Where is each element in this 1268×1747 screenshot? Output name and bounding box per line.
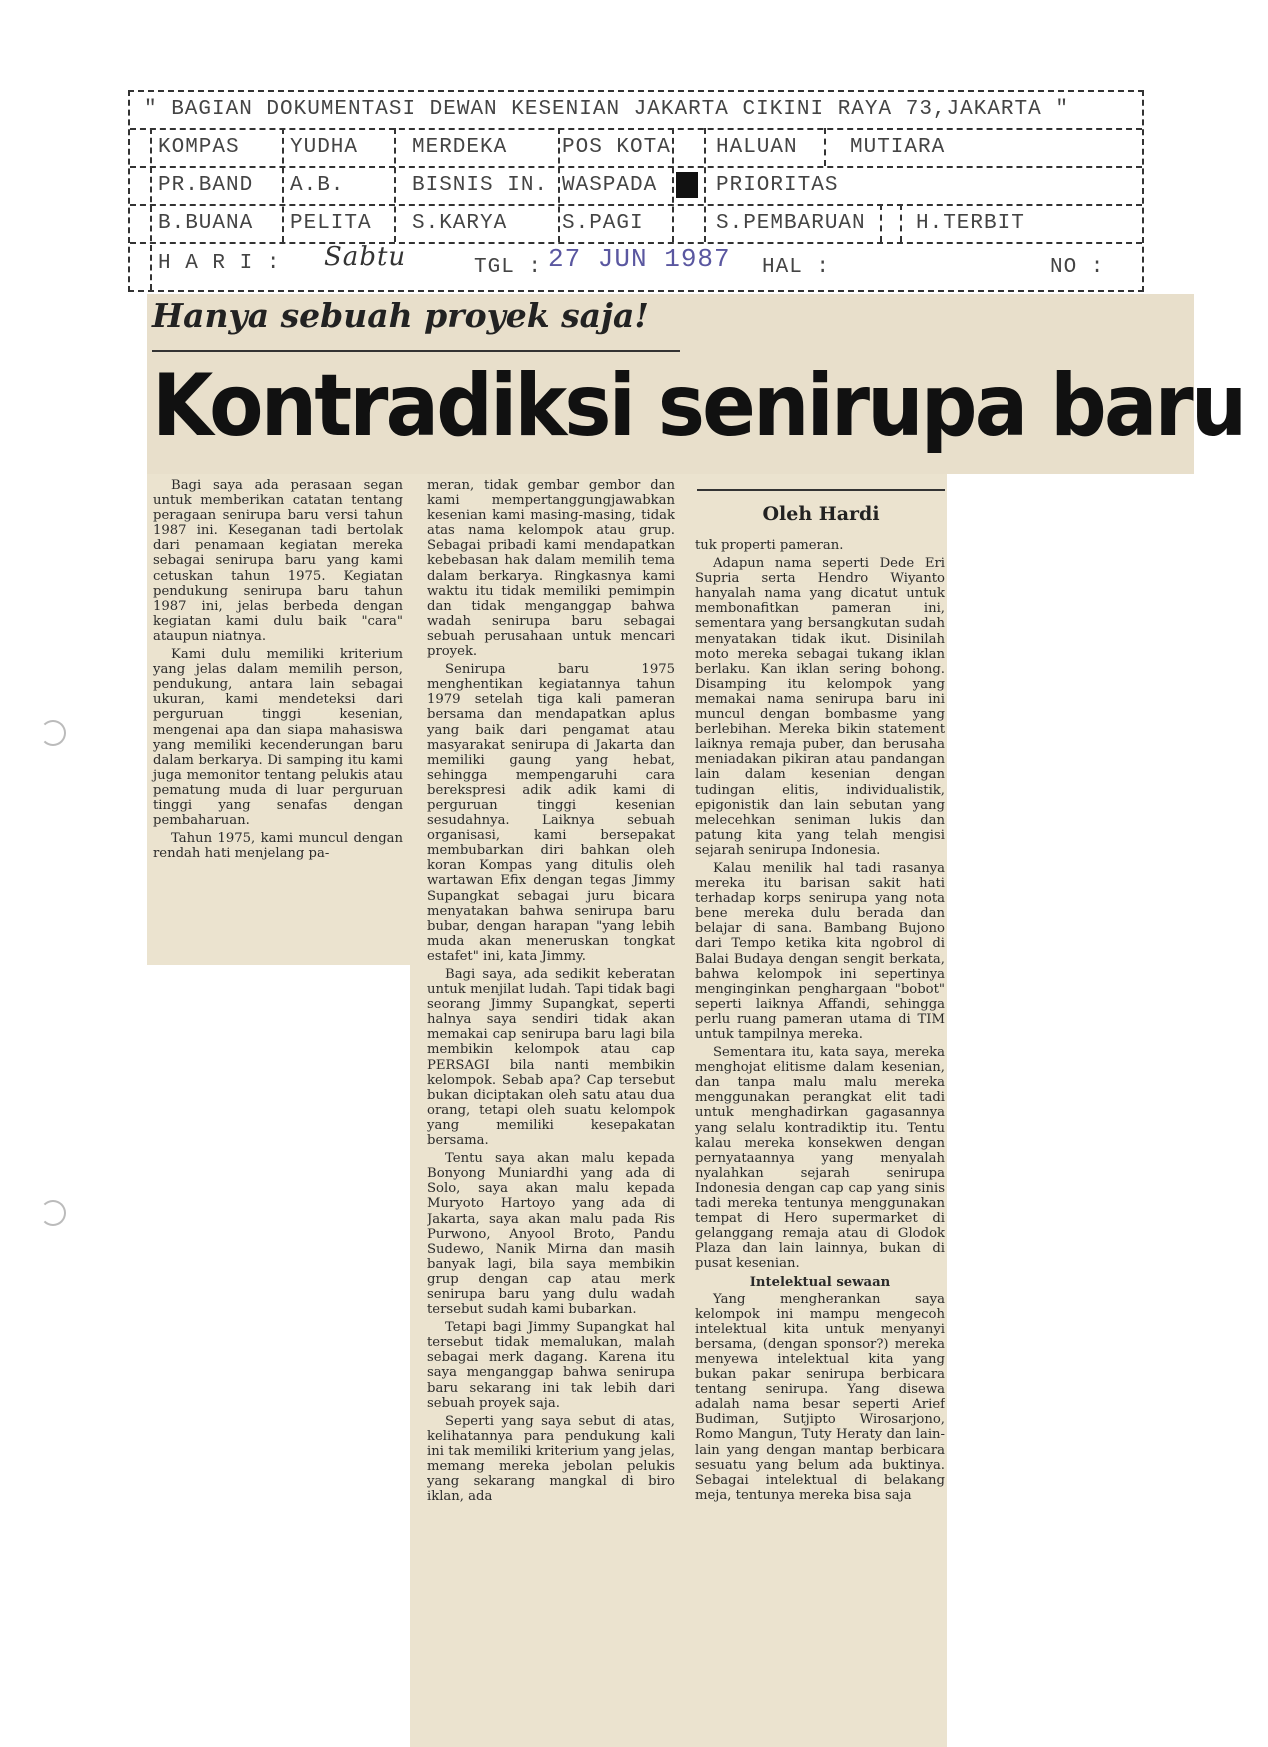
stamp-cell: H.TERBIT (916, 212, 1025, 235)
stamp-title: " BAGIAN DOKUMENTASI DEWAN KESENIAN JAKARTA CIKINI RAYA 73,JAKARTA " (144, 98, 1069, 121)
paragraph: Kalau menilik hal tadi rasanya mereka itu barisan sakit hati terhadap korps senirupa yang nota bene mereka dulu berada dan belajar di sana. Bambang Bujono dari Tempo ketika kita ngobrol di Balai Budaya dengan sengit berkata, bahwa kelompok ini sepertinya menginginkan penghargaan "bobot" seperti laiknya Affandi, sehingga perlu ruang pameran utama di TIM untuk tampilnya mereka. (695, 860, 945, 1042)
byline-rule (697, 489, 945, 491)
punch-hole (40, 720, 66, 746)
paragraph: Seperti yang saya sebut di atas, kelihatannya para pendukung kali ini tak memiliki kriterium yang jelas, memang mereka jebolan pelukis yang sekarang mangkal di biro iklan, ada (427, 1413, 675, 1505)
article-headline: Kontradiksi senirupa baru (152, 356, 1245, 456)
paragraph: Sementara itu, kata saya, mereka menghojat elitisme dalam kesenian, dan tanpa malu malu mereka menggunakan perangkat elit tadi untuk menghadirkan gagasannya yang selalu kontradiktip itu. Tentu kalau mereka konsekwen dengan pernyataannya yang menyalah nyalahkan sejarah senirupa Indonesia dengan cap cap yang sinis tadi mereka tentunya menggunakan tempat di Hero supermarket di gelanggang remaja atau di Glodok Plaza dan lain lainnya, bukan di pusat kesenian. (695, 1045, 945, 1272)
paragraph: Adapun nama seperti Dede Eri Supria serta Hendro Wiyanto hanyalah nama yang dicatut untuk membonafitkan pameran ini, sementara yang bersangkutan sudah menyatakan tidak ikut. Disinilah moto mereka sebagai tukang iklan berlaku. Kan iklan sering bohong. Disamping itu kelompok yang memakai nama senirupa baru ini muncul dengan bombasme yang berlebihan. Mereka bikin statement laiknya remaja puber, dan berusaha meniadakan pikiran atau pandangan lain dalam kesenian dengan tudingan elitis, individualistik, epigonistik dan lain sebutan yang melecehkan seniman lukis dan patung kita yang telah mengisi sejarah senirupa Indonesia. (695, 556, 945, 858)
stamp-cell: S.PAGI (562, 212, 644, 235)
punch-hole (40, 1200, 66, 1226)
paragraph: Tentu saya akan malu kepada Bonyong Muniardhi yang ada di Solo, saya akan malu kepada Muryoto Hartoyo yang ada di Jakarta, saya akan malu pada Ris Purwono, Anyool Broto, Pandu Sudewo, Nanik Mirna dan masih banyak lagi, bila saya membikin grup dengan cap atau merk senirupa baru yang dulu wadah tersebut sudah kami bubarkan. (427, 1151, 675, 1318)
stamp-cell: B.BUANA (158, 212, 254, 235)
archive-stamp (128, 90, 1144, 292)
article-kicker: Hanya sebuah proyek saja! (152, 296, 649, 335)
article-column-1 (153, 478, 403, 864)
stamp-cell: WASPADA (562, 174, 658, 197)
no-label: NO : (1050, 256, 1105, 279)
paragraph: tuk properti pameran. (695, 538, 844, 553)
hari-value: Sabtu (324, 242, 407, 272)
article-column-2 (427, 478, 675, 1747)
stamp-cell: PR.BAND (158, 174, 254, 197)
paragraph: Tahun 1975, kami muncul dengan rendah hati menjelang pa- (153, 831, 403, 862)
stamp-cell: PRIORITAS (716, 174, 839, 197)
article-byline: Oleh Hardi (762, 503, 880, 525)
tgl-label: TGL : (474, 256, 543, 279)
stamp-cell: MERDEKA (412, 136, 508, 159)
stamp-cell: POS KOTA (562, 136, 671, 159)
article-subheading: Intelektual sewaan (749, 1274, 891, 1290)
stamp-cell: MUTIARA (850, 136, 946, 159)
hal-label: HAL : (762, 256, 831, 279)
hari-label: H A R I : (158, 252, 281, 275)
tgl-value: 27 JUN 1987 (548, 244, 731, 274)
paragraph: Tetapi bagi Jimmy Supangkat hal tersebut tidak memalukan, malah sebagai merk dagang. Karena itu saya menganggap bahwa senirupa baru sekarang ini tak lebih dari sebuah proyek saja. (427, 1320, 675, 1411)
article-column-3 (695, 538, 945, 1747)
paragraph: Yang mengherankan saya kelompok ini mampu mengecoh intelektual kita untuk menyanyi bersama, (dengan sponsor?) mereka menyewa intelektual kita yang bukan pakar senirupa berbicara tentang senirupa. Yang disewa adalah nama besar seperti Arief Budiman, Sutjipto Wirosarjono, Romo Mangun, Tuty Heraty dan lain-lain yang dengan mantap berbicara sesuatu yang belum ada buktinya. Sebagai intelektual di belakang meja, tentunya mereka bisa saja (695, 1291, 945, 1503)
paragraph: Senirupa baru 1975 menghentikan kegiatannya tahun 1979 setelah tiga kali pameran bersama dan mendapatkan aplus yang baik dari pengamat atau masyarakat senirupa di Jakarta dan memiliki gaung yang hebat, sehingga mempengaruhi cara berekspresi adik adik kami di perguruan tinggi kesenian sesudahnya. Laiknya sebuah organisasi, kami bersepakat membubarkan diri bahkan oleh koran Kompas yang ditulis oleh wartawan Efix dengan tegas Jimmy Supangkat sebagai juru bicara menyatakan bahwa senirupa baru bubar, dengan harapan "yang lebih muda akan meneruskan tongkat estafet" ini, kata Jimmy. (427, 662, 675, 964)
stamp-cell: PELITA (290, 212, 372, 235)
stamp-mark (676, 172, 698, 198)
paragraph: meran, tidak gembar gembor dan kami mempertanggungjawabkan kesenian kami masing-masing, tidak atas nama kelompok atau grup. Sebagai pribadi kami mendapatkan kebebasan hak dalam memilih tema dalam berkarya. Ringkasnya kami waktu itu tidak memiliki pemimpin dan tidak menganggap bahwa wadah senirupa baru sebagai sebuah perusahaan untuk mencari proyek. (427, 478, 675, 660)
kicker-rule (152, 350, 680, 352)
stamp-cell: S.KARYA (412, 212, 508, 235)
paragraph: Kami dulu memiliki kriterium yang jelas dalam memilih person, pendukung, antara lain sebagai ukuran, kami mendeteksi dari perguruan tinggi kesenian, mengenai apa dan siapa mahasiswa yang memiliki kecenderungan baru dalam berkarya. Di samping itu kami juga memonitor tentang pelukis atau pematung muda di luar perguruan tinggi yang senafas dengan pembaharuan. (153, 647, 403, 829)
stamp-cell: KOMPAS (158, 136, 240, 159)
stamp-cell: S.PEMBARUAN (716, 212, 866, 235)
stamp-cell: BISNIS IN. (412, 174, 549, 197)
stamp-cell: A.B. (290, 174, 345, 197)
clipping-cutout (147, 965, 410, 1747)
stamp-cell: HALUAN (716, 136, 798, 159)
paragraph: Bagi saya, ada sedikit keberatan untuk menjilat ludah. Tapi tidak bagi seorang Jimmy Supangkat, seperti halnya saya sendiri tidak akan memakai cap senirupa baru lagi bila membikin kelompok atau cap PERSAGI bila nanti membikin kelompok. Sebab apa? Cap tersebut bukan diciptakan oleh satu atau dua orang, tetapi oleh suatu kelompok yang memiliki kesepakatan bersama. (427, 967, 675, 1149)
stamp-cell: YUDHA (290, 136, 359, 159)
paragraph: Bagi saya ada perasaan segan untuk memberikan catatan tentang peragaan senirupa baru versi tahun 1987 ini. Keseganan tadi bertolak dari penamaan kegiatan mereka sebagai senirupa baru yang kami cetuskan tahun 1975. Kegiatan pendukung senirupa baru tahun 1987 ini, jelas berbeda dengan kegiatan kami dulu baik "cara" ataupun niatnya. (153, 478, 403, 644)
